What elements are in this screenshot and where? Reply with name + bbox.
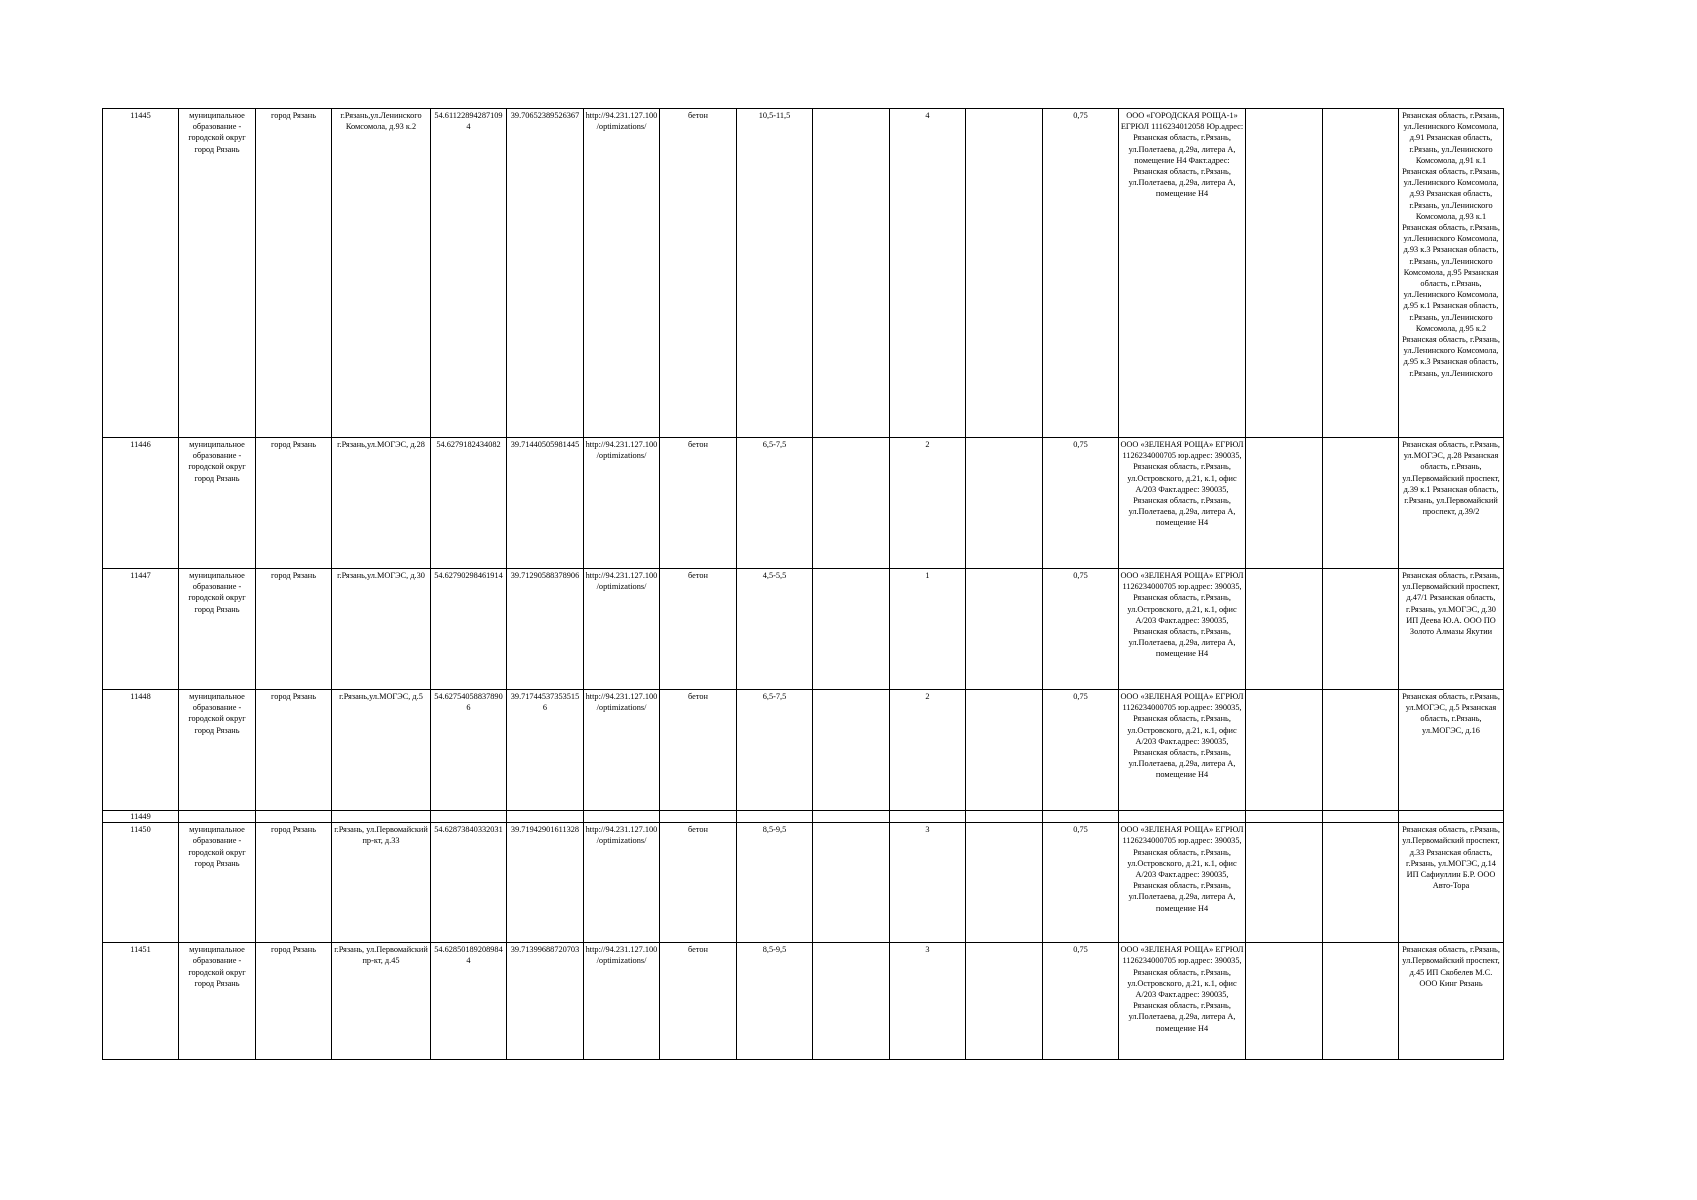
container-count-cell-text: 1 <box>925 571 930 580</box>
city-cell <box>256 438 332 569</box>
address-cell <box>332 823 431 943</box>
empty-cell <box>1246 943 1323 1060</box>
waste-sources-cell <box>1399 109 1504 438</box>
container-count-cell <box>890 811 966 823</box>
area-cell-text: 6,5-7,5 <box>762 692 787 701</box>
surface-cell-text: бетон <box>688 692 708 701</box>
city-cell-text: город Рязань <box>271 440 316 449</box>
surface-cell-text: бетон <box>688 440 708 449</box>
waste-sources-cell <box>1399 690 1504 811</box>
municipality-cell-text: муниципальное образование - городской округ город Рязань <box>188 111 246 154</box>
longitude-cell <box>507 823 584 943</box>
empty-cell <box>1246 823 1323 943</box>
record-id <box>103 109 179 438</box>
empty-cell <box>1246 569 1323 690</box>
latitude-cell <box>431 943 507 1060</box>
city-cell-text: город Рязань <box>271 571 316 580</box>
map-link-cell-text[interactable]: http://94.231.127.100/optimizations/ <box>585 945 658 966</box>
table-row <box>103 109 1504 438</box>
container-count-cell <box>890 823 966 943</box>
container-volume-cell <box>1043 438 1119 569</box>
area-cell-text: 6,5-7,5 <box>762 440 787 449</box>
container-count-cell-text: 2 <box>925 692 930 701</box>
table-row <box>103 823 1504 943</box>
record-id <box>103 811 179 823</box>
container-volume-cell <box>1043 823 1119 943</box>
container-count-cell <box>890 109 966 438</box>
map-link-cell-text[interactable]: http://94.231.127.100/optimizations/ <box>585 440 658 461</box>
owner-cell-text: ООО «ЗЕЛЕНАЯ РОЩА» ЕГРЮЛ 1126234000705 юр.адрес: 390035, Рязанская область, г.Рязань, ул.Островского, д.21, к.1, офис А/203 Факт.адрес: 390035, Рязанская область, г.Рязань, ул.Полетаева, д.29а, литера А, помещение Н4 <box>1120 440 1244 528</box>
waste-sources-cell <box>1399 438 1504 569</box>
owner-cell <box>1119 823 1246 943</box>
record-id-text: 11445 <box>130 111 151 120</box>
waste-sources-cell-text: Рязанская область, г.Рязань, ул.МОГЭС, д.5 Рязанская область, г.Рязань, ул.МОГЭС, д.16 <box>1402 692 1500 735</box>
surface-cell-text: бетон <box>688 825 708 835</box>
longitude-cell-line: 39.71290588378906 <box>510 571 580 580</box>
longitude-cell-line: 39.71744537353515 <box>510 692 580 701</box>
empty-cell <box>1323 943 1399 1060</box>
empty-cell <box>966 823 1043 943</box>
container-volume-cell-text: 0,75 <box>1073 825 1088 835</box>
record-id <box>103 690 179 811</box>
waste-sources-cell-text: Рязанская область, г.Рязань, ул.Ленинского Комсомола, д.91 Рязанская область, г.Рязань, ул.Ленинского Комсомола, д.91 к.1 Рязанская область, г.Рязань, ул.Ленинского Комсомола, д.93 Рязанская область, г.Рязань, ул.Ленинского Комсомола, д.93 к.1 Рязанская область, г.Рязань, ул.Ленинского Комсомола, д.93 к.3 Рязанская область, г.Рязань, ул.Ленинского Комсомола, д.95 Рязанская область, г.Рязань, ул.Ленинского Комсомола, д.95 к.1 Рязанская область, г.Рязань, ул.Ленинского Комсомола, д.95 к.2 Рязанская область, г.Рязань, ул.Ленинского Комсомола, д.95 к.3 Рязанская область, г.Рязань, ул.Ленинского <box>1402 111 1500 378</box>
municipality-cell-text: муниципальное образование - городской округ город Рязань <box>188 692 246 735</box>
latitude-cell <box>431 690 507 811</box>
map-link-cell-text[interactable]: http://94.231.127.100/optimizations/ <box>585 571 658 592</box>
area-cell-text: 8,5-9,5 <box>762 945 787 955</box>
latitude-cell-line: 4 <box>466 956 471 966</box>
container-volume-cell <box>1043 569 1119 690</box>
table-row <box>103 569 1504 690</box>
map-link-cell <box>584 690 660 811</box>
area-cell <box>737 943 813 1060</box>
city-cell-text: город Рязань <box>271 945 316 955</box>
container-count-cell <box>890 943 966 1060</box>
empty-cell <box>1323 109 1399 438</box>
latitude-cell-line: 54.62790298461914 <box>434 571 503 580</box>
owner-cell-text: ООО «ГОРОДСКАЯ РОЩА-1» ЕГРЮЛ 1116234012058 Юр.адрес: Рязанская область, г.Рязань, ул.Полетаева, д.29а, литера А, помещение Н4 Факт.адрес: Рязанская область, г.Рязань, ул.Полетаева, д.29а, литера А, помещение Н4 <box>1120 111 1244 199</box>
address-cell-text: г.Рязань,ул.МОГЭС, д.28 <box>337 440 425 449</box>
municipality-cell <box>179 811 256 823</box>
municipality-cell-text: муниципальное образование - городской округ город Рязань <box>188 945 246 988</box>
record-id-text: 11448 <box>130 692 151 701</box>
waste-sources-cell-text: Рязанская область, г.Рязань, ул.МОГЭС, д.28 Рязанская область, г.Рязань, ул.Первомайский проспект, д.39 к.1 Рязанская область, г.Рязань, ул.Первомайский проспект, д.39/2 <box>1402 440 1500 517</box>
container-count-cell-text: 2 <box>925 440 930 449</box>
municipality-cell <box>179 569 256 690</box>
address-cell <box>332 943 431 1060</box>
surface-cell-text: бетон <box>688 111 708 120</box>
record-id-text: 11449 <box>130 812 151 821</box>
city-cell <box>256 569 332 690</box>
surface-cell <box>660 690 737 811</box>
longitude-cell <box>507 438 584 569</box>
city-cell-text: город Рязань <box>271 692 316 701</box>
empty-cell <box>1323 690 1399 811</box>
empty-cell <box>1323 569 1399 690</box>
record-id-text: 11446 <box>130 440 151 449</box>
container-count-cell <box>890 569 966 690</box>
table-row <box>103 943 1504 1060</box>
municipality-cell <box>179 690 256 811</box>
record-id <box>103 943 179 1060</box>
map-link-cell <box>584 109 660 438</box>
longitude-cell <box>507 569 584 690</box>
latitude-cell <box>431 109 507 438</box>
latitude-cell <box>431 811 507 823</box>
record-id <box>103 823 179 943</box>
owner-cell <box>1119 438 1246 569</box>
owner-cell-text: ООО «ЗЕЛЕНАЯ РОЩА» ЕГРЮЛ 1126234000705 юр.адрес: 390035, Рязанская область, г.Рязань, ул.Островского, д.21, к.1, офис А/203 Факт.адрес: 390035, Рязанская область, г.Рязань, ул.Полетаева, д.29а, литера А, помещение Н4 <box>1120 571 1244 659</box>
owner-cell <box>1119 811 1246 823</box>
empty-cell <box>813 438 890 569</box>
address-cell-text: г.Рязань,ул.МОГЭС, д.5 <box>339 692 423 701</box>
container-count-cell <box>890 690 966 811</box>
empty-cell <box>1323 811 1399 823</box>
area-cell <box>737 823 813 943</box>
empty-cell <box>813 690 890 811</box>
empty-cell <box>966 811 1043 823</box>
container-count-cell-text: 4 <box>925 111 930 120</box>
surface-cell <box>660 823 737 943</box>
map-link-cell <box>584 569 660 690</box>
container-count-cell-text: 3 <box>925 825 930 835</box>
empty-cell <box>813 569 890 690</box>
city-cell <box>256 823 332 943</box>
waste-sources-cell-text: Рязанская область, г.Рязань, ул.Первомайский проспект, д.45 ИП Скобелев М.С. ООО Кинг Рязань <box>1402 945 1500 988</box>
container-volume-cell <box>1043 690 1119 811</box>
waste-sources-cell <box>1399 823 1504 943</box>
municipality-cell-text: муниципальное образование - городской округ город Рязань <box>188 440 246 483</box>
empty-cell <box>966 438 1043 569</box>
container-volume-cell-text: 0,75 <box>1073 692 1088 701</box>
municipality-cell <box>179 438 256 569</box>
latitude-cell <box>431 823 507 943</box>
surface-cell-text: бетон <box>688 945 708 955</box>
table-row <box>103 438 1504 569</box>
container-volume-cell-text: 0,75 <box>1073 571 1088 580</box>
record-id-text: 11450 <box>130 825 151 835</box>
empty-cell <box>1246 690 1323 811</box>
city-cell <box>256 690 332 811</box>
latitude-cell-line: 54.6279182434082 <box>436 440 501 449</box>
record-id-text: 11451 <box>130 945 151 955</box>
address-cell <box>332 109 431 438</box>
area-cell-text: 4,5-5,5 <box>762 571 787 580</box>
area-cell <box>737 690 813 811</box>
latitude-cell <box>431 438 507 569</box>
record-id <box>103 569 179 690</box>
surface-cell <box>660 569 737 690</box>
address-cell <box>332 438 431 569</box>
latitude-cell-line: 54.62873840332031 <box>434 825 503 835</box>
empty-cell <box>966 690 1043 811</box>
latitude-cell-line: 6 <box>466 703 471 713</box>
municipality-cell-text: муниципальное образование - городской округ город Рязань <box>188 825 246 868</box>
latitude-cell-line: 54.61122894287109 <box>434 111 503 120</box>
container-volume-cell <box>1043 109 1119 438</box>
empty-cell <box>1323 823 1399 943</box>
longitude-cell <box>507 690 584 811</box>
waste-sources-cell-text: Рязанская область, г.Рязань, ул.Первомайский проспект, д.47/1 Рязанская область, г.Рязань, ул.МОГЭС, д.30 ИП Деева Ю.А. ООО ПО Золото Алмазы Якутии <box>1402 571 1500 637</box>
container-count-cell-text: 3 <box>925 945 930 955</box>
waste-sources-cell <box>1399 811 1504 823</box>
address-cell-text: г.Рязань,ул.МОГЭС, д.30 <box>337 571 425 580</box>
container-volume-cell <box>1043 943 1119 1060</box>
surface-cell <box>660 438 737 569</box>
empty-cell <box>1246 811 1323 823</box>
address-cell-text: г.Рязань, ул.Первомайский пр-кт, д.45 <box>334 945 428 966</box>
longitude-cell-line: 39.71399688720703 <box>510 945 580 955</box>
map-link-cell <box>584 943 660 1060</box>
table-row <box>103 811 1504 823</box>
registry-table <box>102 108 1504 1060</box>
area-cell <box>737 109 813 438</box>
latitude-cell-line: 4 <box>466 122 471 132</box>
waste-sources-cell-text: Рязанская область, г.Рязань, ул.Первомайский проспект, д.33 Рязанская область, г.Рязань, ул.МОГЭС, д.14 ИП Сафиуллин Б.Р. ООО Авто-Тора <box>1402 825 1500 891</box>
empty-cell <box>966 109 1043 438</box>
record-id-text: 11447 <box>130 571 151 580</box>
waste-sources-cell <box>1399 943 1504 1060</box>
municipality-cell-text: муниципальное образование - городской округ город Рязань <box>188 571 246 614</box>
address-cell <box>332 690 431 811</box>
empty-cell <box>813 943 890 1060</box>
longitude-cell-line: 39.71942901611328 <box>510 825 580 835</box>
address-cell <box>332 811 431 823</box>
city-cell-text: город Рязань <box>271 111 316 120</box>
address-cell <box>332 569 431 690</box>
municipality-cell <box>179 109 256 438</box>
area-cell-text: 10,5-11,5 <box>758 111 791 120</box>
longitude-cell-line: 6 <box>542 703 548 713</box>
longitude-cell-line: 39.70652389526367 <box>510 111 580 120</box>
area-cell <box>737 569 813 690</box>
city-cell <box>256 811 332 823</box>
longitude-cell-line: 39.71440505981445 <box>510 440 580 449</box>
empty-cell <box>813 811 890 823</box>
container-volume-cell-text: 0,75 <box>1073 111 1088 120</box>
latitude-cell-line: 54.62754058837890 <box>434 692 503 701</box>
map-link-cell-text[interactable]: http://94.231.127.100/optimizations/ <box>585 692 658 713</box>
empty-cell <box>966 943 1043 1060</box>
waste-sources-cell <box>1399 569 1504 690</box>
map-link-cell-text[interactable]: http://94.231.127.100/optimizations/ <box>585 825 658 846</box>
longitude-cell <box>507 811 584 823</box>
map-link-cell-text[interactable]: http://94.231.127.100/optimizations/ <box>585 111 658 132</box>
owner-cell <box>1119 690 1246 811</box>
longitude-cell <box>507 943 584 1060</box>
surface-cell <box>660 943 737 1060</box>
surface-cell-text: бетон <box>688 571 708 580</box>
owner-cell <box>1119 109 1246 438</box>
owner-cell <box>1119 943 1246 1060</box>
container-count-cell <box>890 438 966 569</box>
surface-cell <box>660 109 737 438</box>
city-cell-text: город Рязань <box>271 825 316 835</box>
empty-cell <box>1246 438 1323 569</box>
latitude-cell <box>431 569 507 690</box>
record-id <box>103 438 179 569</box>
address-cell-text: г.Рязань,ул.Ленинского Комсомола, д.93 к.2 <box>340 111 422 132</box>
area-cell-text: 8,5-9,5 <box>762 825 787 835</box>
municipality-cell <box>179 943 256 1060</box>
empty-cell <box>813 823 890 943</box>
empty-cell <box>966 569 1043 690</box>
area-cell <box>737 438 813 569</box>
container-volume-cell-text: 0,75 <box>1073 440 1088 449</box>
container-volume-cell-text: 0,75 <box>1073 945 1088 955</box>
latitude-cell-line: 54.62850189208984 <box>434 945 503 955</box>
container-volume-cell <box>1043 811 1119 823</box>
owner-cell-text: ООО «ЗЕЛЕНАЯ РОЩА» ЕГРЮЛ 1126234000705 юр.адрес: 390035, Рязанская область, г.Рязань, ул.Островского, д.21, к.1, офис А/203 Факт.адрес: 390035, Рязанская область, г.Рязань, ул.Полетаева, д.29а, литера А, помещение Н4 <box>1120 692 1244 780</box>
owner-cell-text: ООО «ЗЕЛЕНАЯ РОЩА» ЕГРЮЛ 1126234000705 юр.адрес: 390035, Рязанская область, г.Рязань, ул.Островского, д.21, к.1, офис А/203 Факт.адрес: 390035, Рязанская область, г.Рязань, ул.Полетаева, д.29а, литера А, помещение Н4 <box>1120 825 1244 913</box>
longitude-cell <box>507 109 584 438</box>
empty-cell <box>1246 109 1323 438</box>
city-cell <box>256 943 332 1060</box>
owner-cell-text: ООО «ЗЕЛЕНАЯ РОЩА» ЕГРЮЛ 1126234000705 юр.адрес: 390035, Рязанская область, г.Рязань, ул.Островского, д.21, к.1, офис А/203 Факт.адрес: 390035, Рязанская область, г.Рязань, ул.Полетаева, д.29а, литера А, помещение Н4 <box>1120 945 1244 1033</box>
table-row <box>103 690 1504 811</box>
map-link-cell <box>584 438 660 569</box>
owner-cell <box>1119 569 1246 690</box>
empty-cell <box>813 109 890 438</box>
map-link-cell <box>584 823 660 943</box>
empty-cell <box>1323 438 1399 569</box>
municipality-cell <box>179 823 256 943</box>
area-cell <box>737 811 813 823</box>
city-cell <box>256 109 332 438</box>
map-link-cell <box>584 811 660 823</box>
address-cell-text: г.Рязань, ул.Первомайский пр-кт, д.33 <box>334 825 428 846</box>
surface-cell <box>660 811 737 823</box>
